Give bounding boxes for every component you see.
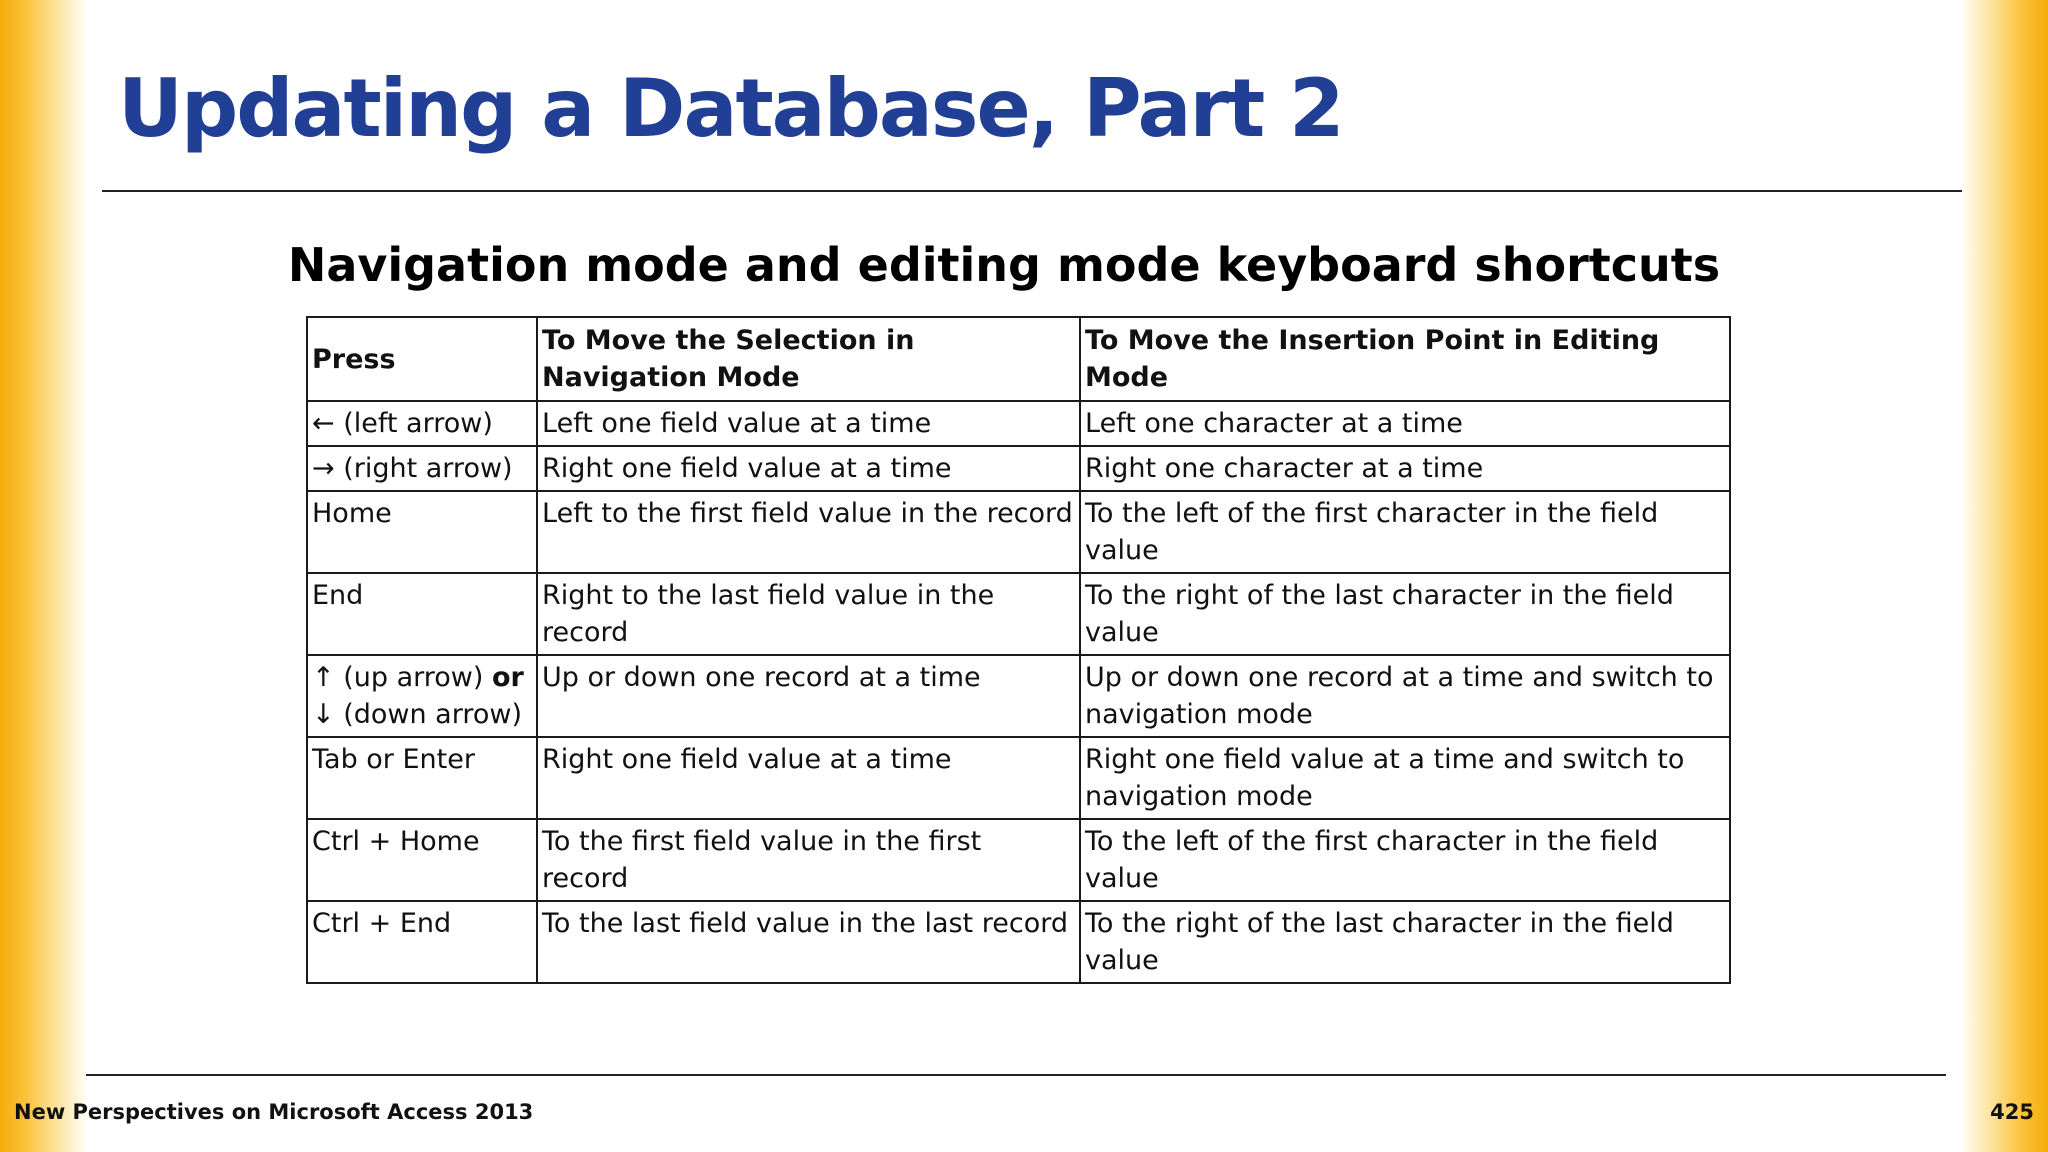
key-cell: Ctrl + End	[307, 901, 537, 983]
navigation-cell: To the last field value in the last record	[537, 901, 1080, 983]
navigation-cell: Right one field value at a time	[537, 737, 1080, 819]
table-row	[307, 901, 1730, 983]
title-divider	[102, 190, 1962, 192]
header-press: Press	[307, 317, 537, 401]
right-accent-band	[1962, 0, 2048, 1152]
slide-title: Updating a Database, Part 2	[118, 62, 1343, 155]
table-row	[307, 401, 1730, 446]
editing-cell: To the left of the first character in the field value	[1080, 819, 1730, 901]
key-cell: ← (left arrow)	[307, 401, 537, 446]
navigation-cell: Up or down one record at a time	[537, 655, 1080, 737]
editing-cell: To the left of the first character in the field value	[1080, 491, 1730, 573]
key-separator: or	[491, 662, 524, 693]
table-row	[307, 655, 1730, 737]
footer-book-title: New Perspectives on Microsoft Access 2013	[14, 1100, 534, 1124]
key-cell: → (right arrow)	[307, 446, 537, 491]
table-row	[307, 737, 1730, 819]
editing-cell: Right one character at a time	[1080, 446, 1730, 491]
key-cell: Ctrl + Home	[307, 819, 537, 901]
header-navigation-mode: To Move the Selection in Navigation Mode	[537, 317, 1080, 401]
navigation-cell: Right to the last field value in the record	[537, 573, 1080, 655]
table-caption: Navigation mode and editing mode keyboard shortcuts	[287, 238, 1721, 292]
editing-cell: Right one field value at a time and switch to navigation mode	[1080, 737, 1730, 819]
table-row	[307, 491, 1730, 573]
table-row	[307, 819, 1730, 901]
navigation-cell: Left to the first field value in the record	[537, 491, 1080, 573]
editing-cell: Left one character at a time	[1080, 401, 1730, 446]
header-editing-mode: To Move the Insertion Point in Editing Mode	[1080, 317, 1730, 401]
up-arrow-key: ↑ (up arrow)	[312, 662, 484, 693]
table-row	[307, 446, 1730, 491]
table-row	[307, 573, 1730, 655]
navigation-cell: To the first field value in the first record	[537, 819, 1080, 901]
navigation-cell: Right one field value at a time	[537, 446, 1080, 491]
editing-cell: To the right of the last character in the field value	[1080, 573, 1730, 655]
key-cell: End	[307, 573, 537, 655]
footer-divider	[86, 1074, 1946, 1076]
down-arrow-key: ↓ (down arrow)	[312, 699, 522, 730]
key-cell: Tab or Enter	[307, 737, 537, 819]
editing-cell: Up or down one record at a time and switch to navigation mode	[1080, 655, 1730, 737]
page-number: 425	[1990, 1100, 2034, 1124]
navigation-cell: Left one field value at a time	[537, 401, 1080, 446]
editing-cell: To the right of the last character in the field value	[1080, 901, 1730, 983]
key-cell	[307, 655, 537, 737]
table-header-row	[307, 317, 1730, 401]
shortcuts-table	[306, 316, 1731, 984]
key-cell: Home	[307, 491, 537, 573]
left-accent-band	[0, 0, 86, 1152]
